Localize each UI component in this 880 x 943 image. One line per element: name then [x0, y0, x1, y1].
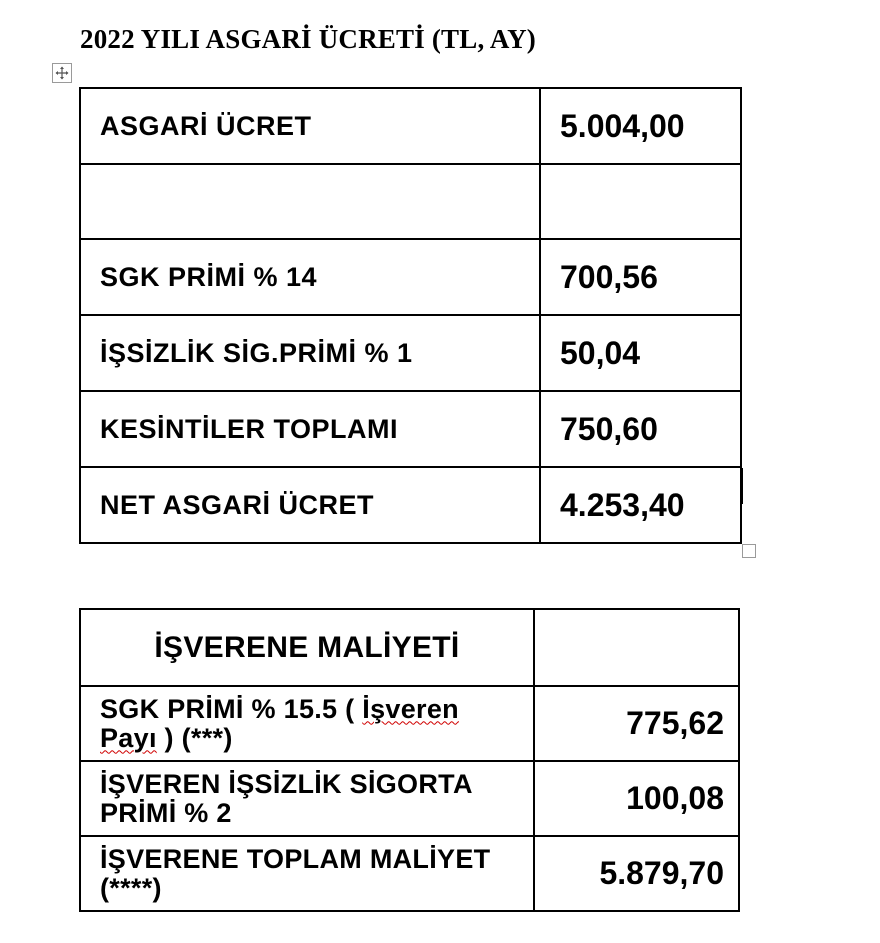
row-value[interactable]: [540, 164, 741, 239]
row-value[interactable]: 4.253,40: [540, 467, 741, 543]
row-value[interactable]: 5.004,00: [540, 88, 741, 164]
table-row: [80, 686, 739, 761]
row-label[interactable]: NET ASGARİ ÜCRET: [80, 467, 540, 543]
row-label[interactable]: İŞVERENE TOPLAM MALİYET (****): [80, 836, 534, 911]
row-label[interactable]: KESİNTİLER TOPLAMI: [80, 391, 540, 467]
employer-cost-table: [79, 608, 740, 912]
row-value[interactable]: 100,08: [534, 761, 739, 836]
table-row: [80, 391, 741, 467]
spellcheck-word: İşveren: [362, 693, 459, 724]
table-row: [80, 239, 741, 315]
text-cursor: [741, 468, 743, 504]
minimum-wage-table: [79, 87, 742, 544]
table-row: [80, 315, 741, 391]
table-header-row: [80, 609, 739, 686]
row-value[interactable]: 700,56: [540, 239, 741, 315]
row-label[interactable]: İŞSİZLİK SİG.PRİMİ % 1: [80, 315, 540, 391]
table-row-empty: [80, 164, 741, 239]
row-label[interactable]: [80, 686, 534, 761]
row-label[interactable]: İŞVEREN İŞSİZLİK SİGORTA PRİMİ % 2: [80, 761, 534, 836]
row-label[interactable]: SGK PRİMİ % 14: [80, 239, 540, 315]
row-label[interactable]: [80, 164, 540, 239]
table-row: [80, 836, 739, 911]
document-title: 2022 YILI ASGARİ ÜCRETİ (TL, AY): [80, 24, 536, 54]
row-label[interactable]: ASGARİ ÜCRET: [80, 88, 540, 164]
table-resize-handle-icon[interactable]: [742, 544, 756, 558]
employer-cost-heading[interactable]: İŞVERENE MALİYETİ: [80, 609, 534, 686]
row-value[interactable]: 775,62: [534, 686, 739, 761]
table-row: [80, 88, 741, 164]
label-part: ) (***): [156, 722, 233, 753]
table-row: [80, 467, 741, 543]
spellcheck-word: Payı: [100, 722, 157, 753]
label-part: SGK PRİMİ % 15.5 (: [100, 693, 363, 724]
table-row: [80, 761, 739, 836]
header-value[interactable]: [534, 609, 739, 686]
row-value[interactable]: 50,04: [540, 315, 741, 391]
row-value[interactable]: 5.879,70: [534, 836, 739, 911]
four-arrow-move-icon: [55, 66, 69, 80]
table-move-handle-icon[interactable]: [52, 63, 72, 83]
row-value[interactable]: 750,60: [540, 391, 741, 467]
